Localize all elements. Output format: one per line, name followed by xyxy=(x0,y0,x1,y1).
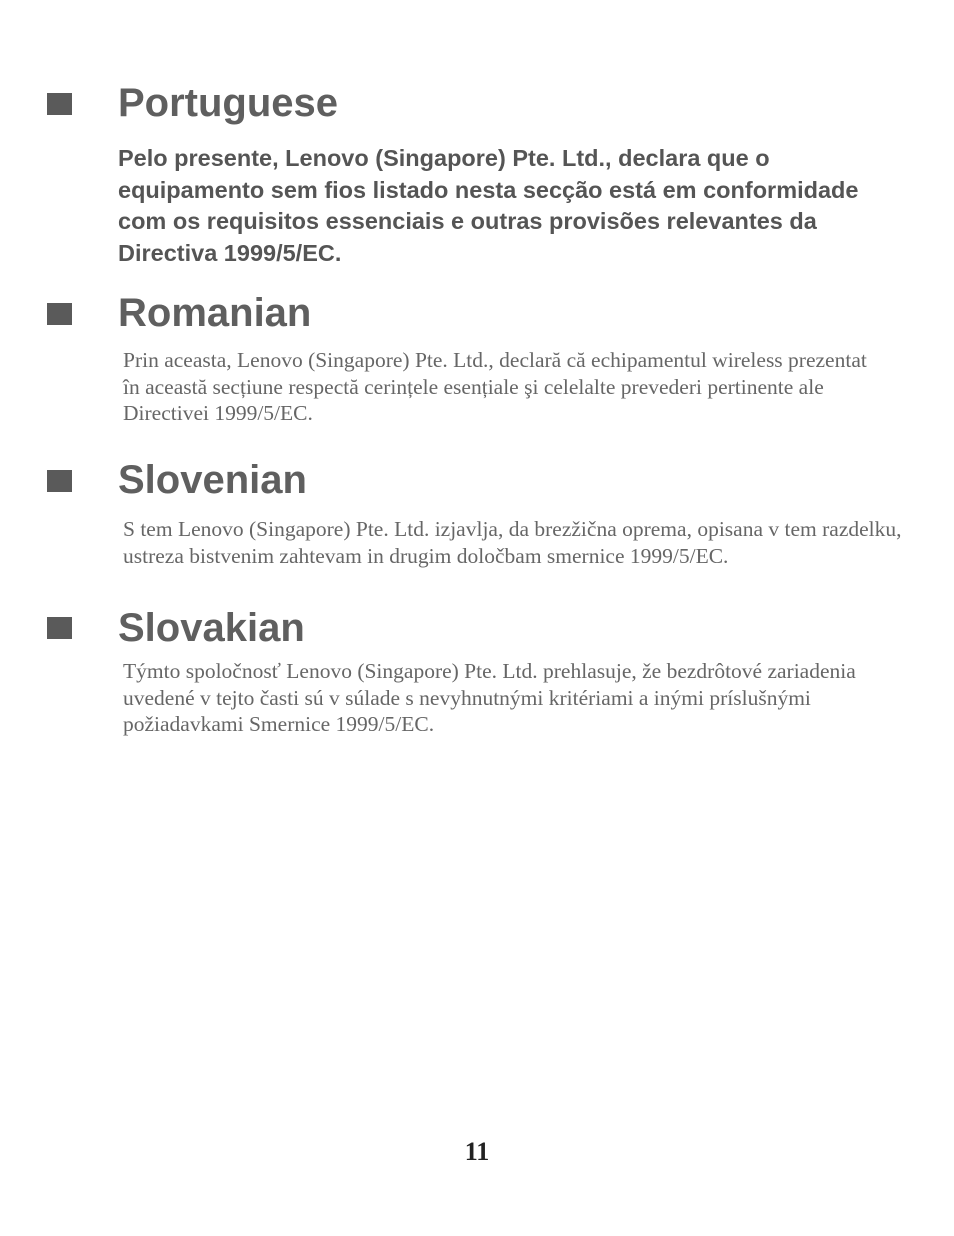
section-text: S tem Lenovo (Singapore) Pte. Ltd. izjavlja, da brezžična oprema, opisana v tem razdelku, ustreza bistvenim zahtevam in drugim določbam smernice 1999/5/EC. xyxy=(123,517,902,568)
section-heading: Slovakian xyxy=(118,606,305,650)
square-bullet-icon xyxy=(47,617,72,639)
section-heading: Portuguese xyxy=(118,81,339,125)
section-text: Prin aceasta, Lenovo (Singapore) Pte. Ltd., declară că echipamentul wireless prezentat în această secțiune respectă cerințele esențiale şi celelalte prevederi pertinente ale Directivei 1999/5/EC. xyxy=(123,348,867,425)
section-text: Pelo presente, Lenovo (Singapore) Pte. Ltd., declara que o equipamento sem fios listado nesta secção está em conformidade com os requisitos essenciais e outras provisões relevantes da Directiva 1999/5/EC. xyxy=(118,145,859,266)
section-text: Týmto spoločnosť Lenovo (Singapore) Pte. Ltd. prehlasuje, že bezdrôtové zariadenia uvedené v tejto časti sú v súlade s nevyhnutnými kritériami a inými príslušnými požiadavkami Smernice 1999/5/EC. xyxy=(123,659,856,736)
square-bullet-icon xyxy=(47,93,72,115)
section-heading: Romanian xyxy=(118,291,312,335)
page-number: 11 xyxy=(464,1137,490,1166)
square-bullet-icon xyxy=(47,470,72,492)
square-bullet-icon xyxy=(47,303,72,325)
section-heading: Slovenian xyxy=(118,458,307,502)
